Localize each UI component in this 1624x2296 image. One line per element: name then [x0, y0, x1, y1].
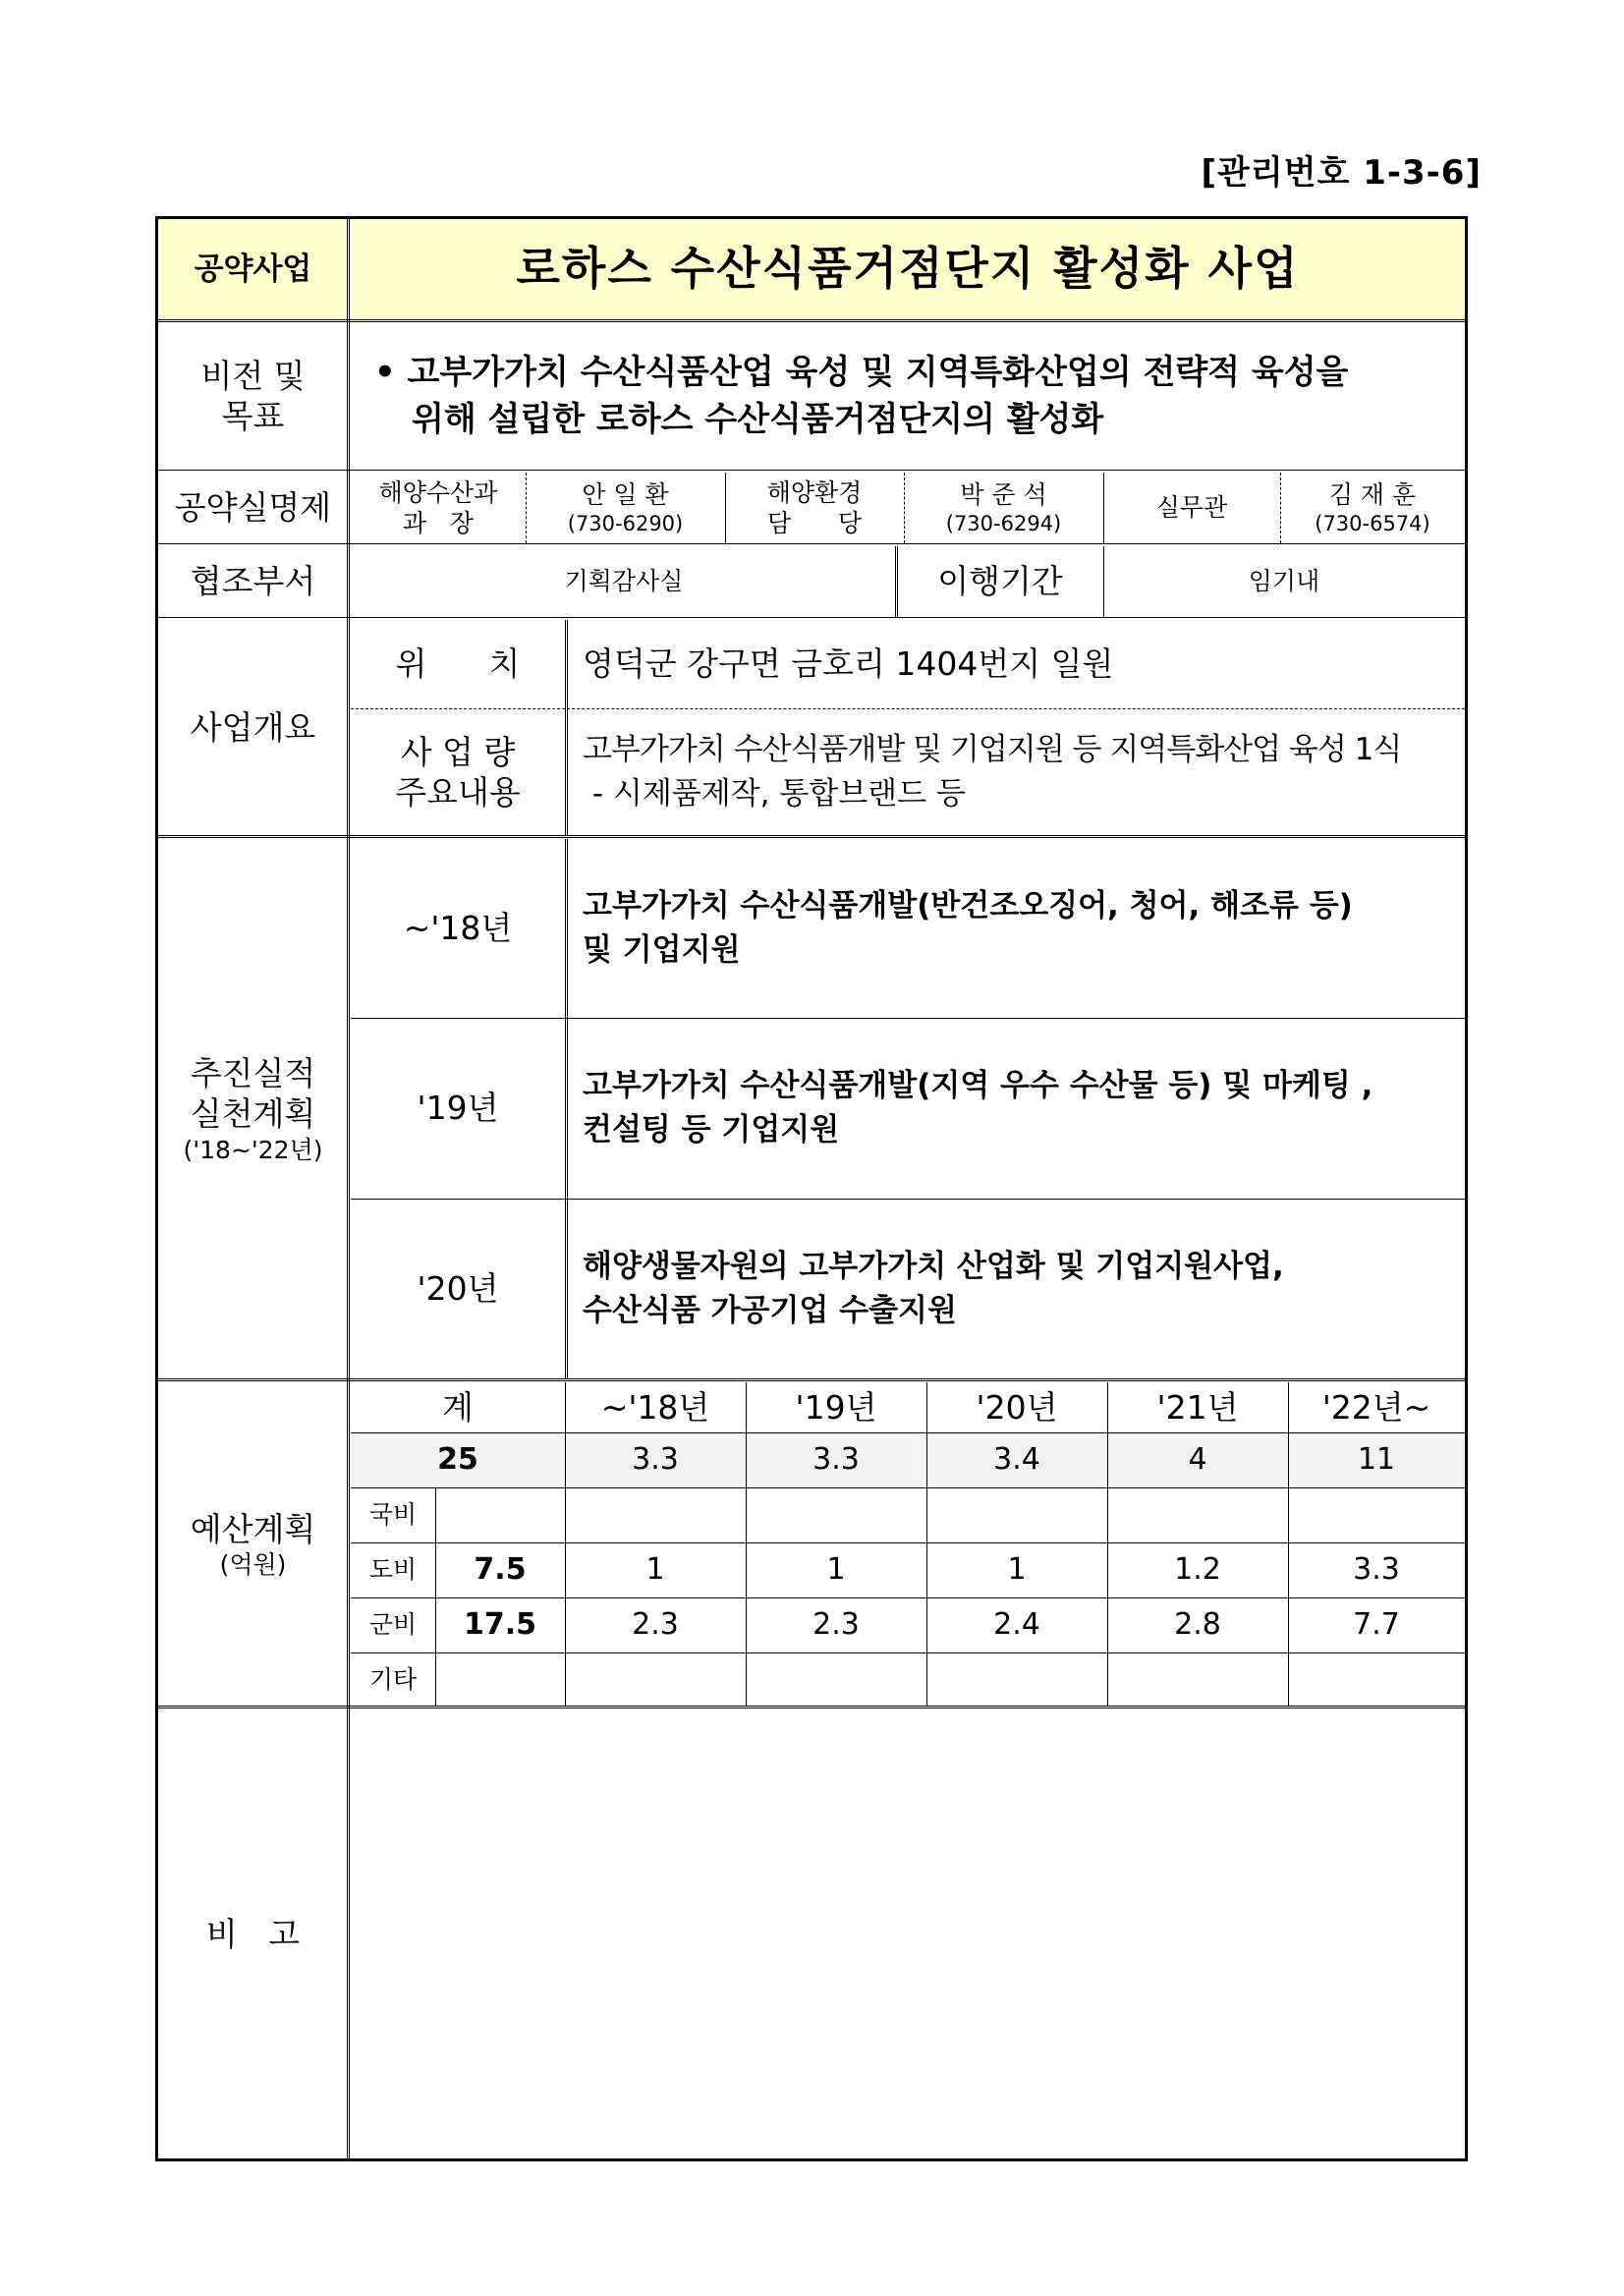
person3-name: 김 재 훈	[1328, 480, 1417, 510]
budget-row-total: 17.5	[463, 1607, 537, 1643]
person2	[904, 473, 1103, 543]
person3	[1280, 473, 1465, 543]
row-divider	[158, 617, 1465, 618]
cell-divider	[725, 473, 726, 543]
cell-divider	[1103, 546, 1104, 617]
person3-phone: (730-6574)	[1315, 511, 1430, 535]
budget-header-y21: '21년	[1156, 1387, 1239, 1427]
row-divider	[158, 319, 1465, 322]
row-divider	[351, 1199, 1465, 1200]
perf-content-1	[583, 839, 1465, 1018]
budget-cell	[565, 1487, 746, 1542]
period-label: 이행기간	[937, 562, 1063, 601]
row-divider	[351, 1597, 1465, 1598]
budget-header-y19: '19년	[795, 1387, 877, 1427]
budget-cell: 2.3	[632, 1607, 679, 1643]
remarks-label: 비 고	[205, 1914, 301, 1953]
budget-cell	[1107, 1487, 1288, 1542]
row-divider	[158, 543, 1465, 544]
budget-row-total	[435, 1652, 565, 1707]
cell-divider	[565, 839, 568, 1378]
page-title: 로하스 수산식품거점단지 활성화 사업	[516, 242, 1300, 296]
budget-row-label: 국비	[368, 1500, 418, 1530]
cell-divider	[565, 1382, 566, 1707]
cell-divider	[926, 1382, 927, 1707]
performance-label-line3: ('18~'22년)	[183, 1135, 323, 1164]
overview-label: 사업개요	[190, 708, 316, 748]
person2-phone: (730-6294)	[945, 511, 1062, 535]
budget-header-y22: '22년~	[1321, 1387, 1431, 1427]
row-divider-dashed	[351, 708, 1465, 709]
person1-name: 안 일 환	[582, 480, 669, 510]
budget-header-y18: ~'18년	[600, 1387, 710, 1427]
cell-divider	[904, 473, 905, 543]
budget-label-line2: (억원)	[219, 1550, 287, 1579]
perf-content-3-line1: 해양생물자원의 고부가가치 산업화 및 기업지원사업,	[583, 1249, 1284, 1285]
cell-divider	[895, 546, 898, 617]
period-value: 임기내	[1248, 567, 1320, 596]
budget-total-y19: 3.3	[812, 1442, 860, 1478]
budget-total-sum: 25	[437, 1442, 478, 1478]
location-value: 영덕군 강구면 금호리 1404번지 일원	[583, 644, 1114, 684]
budget-total-y22: 11	[1357, 1442, 1396, 1478]
scope-line2: - 시제품제작, 통합브랜드 등	[583, 776, 966, 812]
budget-cell	[926, 1487, 1107, 1542]
performance-label	[158, 839, 348, 1379]
row-divider	[351, 1652, 1465, 1653]
vision-label-line2: 목표	[221, 397, 285, 435]
cell-divider	[526, 473, 527, 543]
cell-divider	[1107, 1382, 1108, 1707]
dept2-line2: 담 당	[767, 509, 862, 537]
budget-header-total: 계	[442, 1387, 474, 1427]
budget-cell: 1	[645, 1552, 665, 1588]
budget-row-label: 도비	[368, 1555, 418, 1585]
budget-total-y18: 3.3	[632, 1442, 679, 1478]
budget-cell: 1	[826, 1552, 846, 1588]
budget-label-line1: 예산계획	[190, 1509, 316, 1548]
budget-row-label: 기타	[368, 1664, 418, 1694]
budget-cell	[746, 1487, 926, 1542]
row-divider	[158, 1378, 1465, 1381]
cell-divider	[565, 620, 568, 835]
row-divider	[351, 1018, 1465, 1019]
dept2	[725, 473, 904, 543]
cell-divider	[1288, 1382, 1289, 1707]
budget-cell	[1107, 1652, 1288, 1707]
cell-divider	[1280, 473, 1281, 543]
budget-cell: 2.8	[1174, 1607, 1221, 1643]
scope-line1: 고부가가치 수산식품개발 및 기업지원 등 지역특화산업 육성 1식	[583, 732, 1402, 768]
remarks-value	[351, 1709, 1465, 2158]
row-divider	[351, 1432, 1465, 1433]
performance-label-line2: 실천계획	[190, 1094, 316, 1134]
performance-label-line1: 추진실적	[190, 1054, 316, 1093]
row-divider	[351, 1542, 1465, 1543]
responsible-label: 공약실명제	[174, 488, 332, 528]
budget-total-y21: 4	[1188, 1442, 1207, 1478]
management-number: [관리번호 1-3-6]	[1201, 153, 1482, 193]
budget-cell	[1288, 1487, 1465, 1542]
budget-row-total: 7.5	[474, 1552, 527, 1588]
perf-content-1-line2: 및 기업지원	[583, 932, 741, 968]
row-divider	[158, 470, 1465, 471]
budget-label	[158, 1382, 348, 1707]
budget-cell	[746, 1652, 926, 1707]
dept1-line1: 해양수산과	[378, 477, 498, 507]
cell-divider	[1103, 473, 1104, 543]
budget-cell: 1	[1007, 1552, 1027, 1588]
pledge-project-sheet	[155, 216, 1468, 2161]
dept2-line1: 해양환경	[766, 477, 863, 507]
cell-divider	[435, 1487, 436, 1707]
budget-total-y20: 3.4	[993, 1442, 1040, 1478]
cell-divider	[746, 1382, 747, 1707]
budget-row-total	[435, 1487, 565, 1542]
perf-content-2-line2: 컨설팅 등 기업지원	[583, 1112, 840, 1148]
vision-line2: 위해 설립한 로하스 수산식품거점단지의 활성화	[412, 400, 1104, 439]
scope-label	[351, 708, 565, 836]
budget-header-y20: '20년	[976, 1387, 1058, 1427]
budget-cell: 3.3	[1353, 1552, 1400, 1588]
budget-cell	[926, 1652, 1107, 1707]
perf-content-3-line2: 수산식품 가공기업 수출지원	[583, 1293, 957, 1328]
budget-cell: 2.3	[812, 1607, 860, 1643]
vision-label	[158, 322, 348, 470]
vision-text	[374, 322, 1465, 470]
budget-cell	[565, 1652, 746, 1707]
row-divider	[158, 835, 1465, 838]
cooperation-label: 협조부서	[190, 562, 316, 601]
person1-phone: (730-6290)	[567, 511, 684, 535]
perf-content-1-line1: 고부가가치 수산식품개발(반건조오징어, 청어, 해조류 등)	[583, 888, 1353, 924]
label-column-divider	[347, 219, 350, 2158]
budget-row-label: 군비	[368, 1610, 418, 1640]
vision-label-line1: 비전 및	[200, 356, 306, 395]
dept3: 실무관	[1155, 493, 1228, 523]
dept1	[351, 473, 526, 543]
dept1-line2: 과 장	[402, 509, 475, 537]
perf-content-3	[583, 1199, 1465, 1379]
cooperation-dept: 기획감사실	[564, 567, 684, 596]
row-divider	[158, 1706, 1465, 1708]
perf-year-3: '20년	[417, 1269, 499, 1309]
person2-name: 박 준 석	[960, 480, 1047, 510]
budget-cell: 1.2	[1174, 1552, 1221, 1588]
budget-cell: 7.7	[1353, 1607, 1400, 1643]
perf-content-2	[583, 1018, 1465, 1199]
perf-year-2: '19년	[417, 1089, 499, 1128]
budget-cell: 2.4	[993, 1607, 1040, 1643]
perf-year-1: ~'18년	[403, 909, 513, 948]
perf-content-2-line1: 고부가가치 수산식품개발(지역 우수 수산물 등) 및 마케팅 ,	[583, 1068, 1373, 1104]
budget-cell	[1288, 1652, 1465, 1707]
person1	[526, 473, 725, 543]
row-divider	[351, 1487, 1465, 1488]
vision-line1: • 고부가가치 수산식품산업 육성 및 지역특화산업의 전략적 육성을	[374, 352, 1349, 392]
scope-value	[583, 708, 1465, 836]
header-label: 공약사업	[194, 251, 312, 287]
scope-label-line2: 주요내용	[395, 773, 521, 812]
scope-label-line1: 사 업 량	[400, 732, 516, 771]
location-label: 위 치	[395, 644, 521, 684]
